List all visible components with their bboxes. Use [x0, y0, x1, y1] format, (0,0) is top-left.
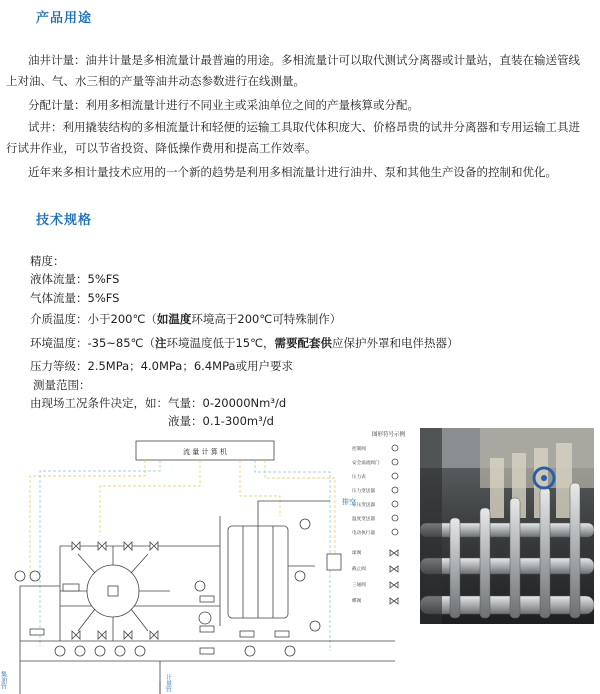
legend-title: 图形符号示例 [372, 432, 406, 438]
legend-item: 安全溢流阀门 [352, 461, 380, 466]
process-flow-diagram [0, 426, 412, 694]
spec-range-gas: 由现场工况条件决定，如：气量：0-20000Nm³/d [30, 396, 287, 410]
flow-computer-label: 流 量 计 算 机 [183, 448, 227, 456]
spec-env-d: 需要配套供 [274, 336, 333, 350]
spec-medium-a: 介质温度：小于200℃（ [30, 312, 157, 326]
vent-label: 排空 [342, 498, 356, 506]
spec-range-liquid: 液量：0.1-300m³/d [168, 414, 274, 428]
spec-env-c: 环境温度低于15℃， [166, 336, 275, 350]
legend-item: 控制阀 [352, 447, 366, 452]
usage-heading: 产品用途 [36, 11, 93, 26]
inlet-label: 集油管 [0, 671, 7, 689]
outlet-label: 计量管 [164, 674, 172, 692]
usage-paragraph-2: 分配计量：利用多相流量计进行不同业主或采油单位之间的产量核算或分配。 [28, 98, 419, 112]
legend-item: 电动执行器 [352, 531, 375, 536]
spec-medium-temp [30, 312, 341, 326]
spec-medium-b: 如温度 [156, 312, 192, 326]
spec-accuracy: 精度： [30, 254, 65, 268]
legend-item: 截止阀 [352, 567, 366, 572]
spec-gas: 气体流量：5%FS [30, 291, 120, 305]
spec-heading: 技术规格 [36, 213, 93, 228]
spec-env-b: 注 [154, 336, 167, 350]
spec-env-e: 应保护外罩和电伴热器） [332, 336, 459, 350]
legend-item: 三通阀 [352, 583, 366, 588]
spec-medium-c: 环境高于200℃可特殊制作） [191, 312, 342, 326]
legend-item: 蝶阀 [352, 599, 362, 604]
legend-item: 压力变送器 [352, 489, 375, 494]
usage-paragraph-3: 试井：利用撬装结构的多相流量计和轻便的运输工具取代体积庞大、价格昂贵的试井分离器和专用运输工具进行试井作业，可以节省投资、降低操作费用和提高工作效率。 [6, 120, 580, 155]
spec-env-temp [30, 336, 459, 350]
legend-item: 差压变送器 [352, 503, 375, 508]
equipment-photo [420, 428, 594, 624]
spec-pressure: 压力等级：2.5MPa；4.0MPa；6.4MPa或用户要求 [30, 359, 294, 373]
usage-paragraph-4: 近年来多相计量技术应用的一个新的趋势是利用多相流量计进行油井、泵和其他生产设备的控制和优化。 [28, 165, 557, 179]
legend-item: 压力表 [352, 475, 366, 480]
spec-liquid: 液体流量：5%FS [30, 272, 120, 286]
usage-paragraph-1: 油井计量：油井计量是多相流量计最普遍的用途。多相流量计可以取代测试分离器或计量站，直装在输送管线上对油、气、水三相的产量等油井动态参数进行在线测量。 [6, 53, 580, 88]
legend-item: 球阀 [352, 551, 362, 556]
spec-env-a: 环境温度：-35~85℃（ [30, 336, 155, 350]
legend-item: 温度变送器 [352, 517, 375, 522]
spec-range-title: 测量范围： [33, 378, 91, 392]
